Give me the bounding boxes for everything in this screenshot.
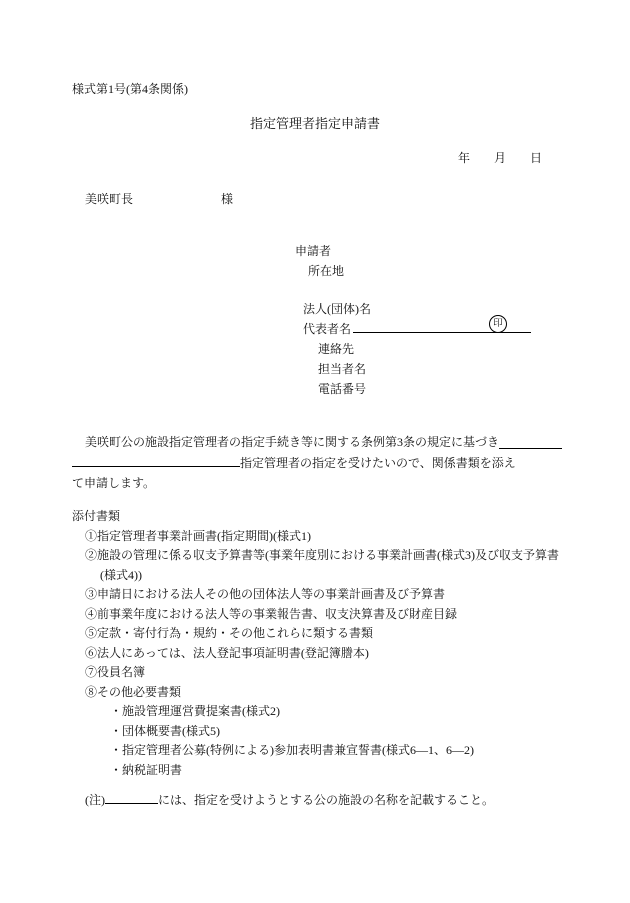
attachments-section <box>72 507 566 780</box>
body-line-1-text: 美咲町公の施設指定管理者の指定手続き等に関する条例第3条の規定に基づき <box>85 435 500 449</box>
note-blank-line <box>105 791 158 804</box>
addressee-name: 美咲町長 <box>85 192 134 206</box>
attachment-sub-item-2: ・団体概要書(様式5) <box>110 723 220 738</box>
applicant-spacer <box>295 281 575 299</box>
phone-label: 電話番号 <box>318 382 367 396</box>
attachment-sub-item-1: ・施設管理運営費提案書(様式2) <box>110 704 280 718</box>
attachment-item-2: ②施設の管理に係る収支予算書等(事業年度別における事業計画書(様式3)及び収支予算書(様式4)) <box>85 548 559 582</box>
org-name-label: 法人(団体)名 <box>303 302 371 316</box>
form-number: 様式第1号(第4条関係) <box>72 82 188 96</box>
note-line <box>85 791 494 808</box>
attachment-sub-item-4: ・納税証明書 <box>110 762 183 777</box>
attachment-item-4: ④前事業年度における法人等の事業報告書、収支決算書及び財産目録 <box>85 606 458 621</box>
body-line-2-text: 指定管理者の指定を受けたいので、関係書類を添え <box>240 455 516 470</box>
attachment-item-8: ⑧その他必要書類 <box>85 684 182 699</box>
representative-line <box>303 319 575 339</box>
body-line-3: て申請します。 <box>72 476 156 490</box>
contact-label: 連絡先 <box>318 342 355 356</box>
body-paragraph <box>72 432 562 494</box>
facility-name-blank-line-1 <box>499 432 562 449</box>
applicant-label: 申請者 <box>295 244 332 258</box>
attachment-item-7: ⑦役員名簿 <box>85 665 146 679</box>
facility-name-blank-line-2 <box>72 454 240 467</box>
page-title: 指定管理者指定申請書 <box>249 116 380 131</box>
seal-mark: 印 <box>489 315 507 333</box>
applicant-block <box>295 241 575 399</box>
note-prefix: (注) <box>85 793 105 807</box>
person-in-charge-label: 担当者名 <box>318 362 367 376</box>
address-label: 所在地 <box>308 264 345 278</box>
rep-name-blank-line <box>353 319 531 333</box>
attachment-item-5: ⑤定款・寄付行為・規約・その他これらに類する書類 <box>85 626 374 640</box>
attachment-sub-item-3: ・指定管理者公募(特例による)参加表明書兼宣誓書(様式6―1、6―2) <box>110 743 474 757</box>
note-text: には、指定を受けようとする公の施設の名称を記載すること。 <box>158 793 495 807</box>
addressee-line <box>85 190 233 207</box>
body-line-1 <box>72 432 562 453</box>
attachment-item-6: ⑥法人にあっては、法人登記事項証明書(登記簿謄本) <box>85 645 369 660</box>
attachments-heading: 添付書類 <box>72 509 121 523</box>
attachment-item-3: ③申請日における法人その他の団体法人等の事業計画書及び予算書 <box>85 587 446 601</box>
addressee-honorific: 様 <box>221 192 234 206</box>
rep-name-label: 代表者名 <box>303 322 352 336</box>
date-line: 年 月 日 <box>457 151 542 165</box>
body-line-2 <box>72 453 562 474</box>
attachment-item-1: ①指定管理者事業計画書(指定期間)(様式1) <box>85 528 311 543</box>
